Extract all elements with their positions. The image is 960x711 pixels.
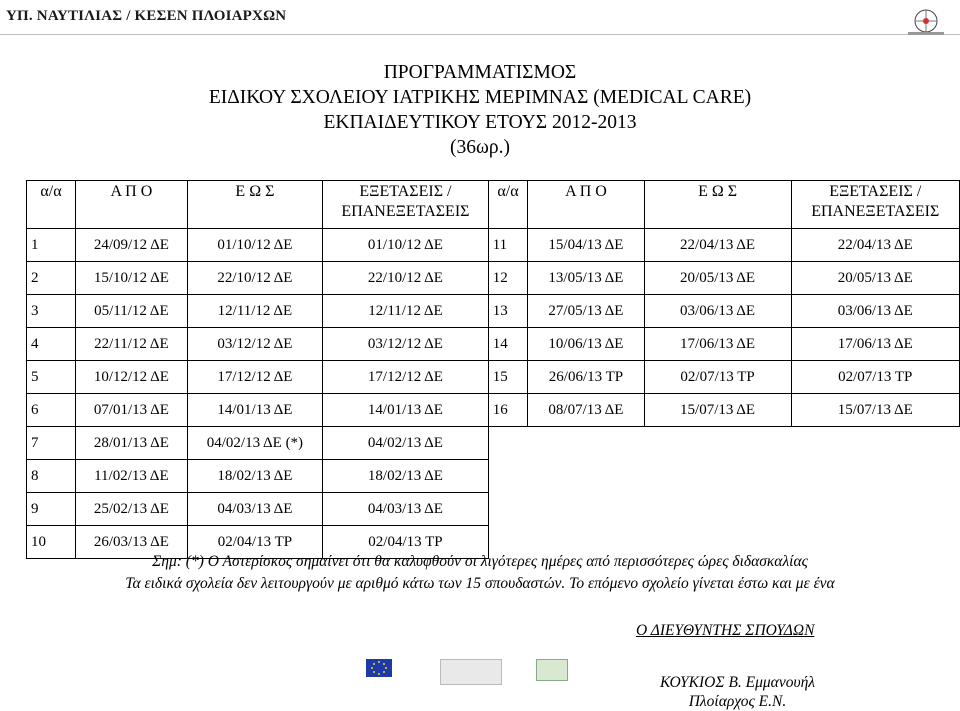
cell-eos: 04/02/13 ΔΕ (*) xyxy=(187,427,322,460)
cell-aa: 10 xyxy=(27,526,76,559)
cell-apo: 11/02/13 ΔΕ xyxy=(76,460,188,493)
cell-exams: 04/03/13 ΔΕ xyxy=(323,493,489,526)
table-row xyxy=(27,427,960,460)
cell-aa-right: 14 xyxy=(488,328,528,361)
cell-apo: 26/03/13 ΔΕ xyxy=(76,526,188,559)
funding-logos-strip xyxy=(360,653,574,699)
title-line-3: ΕΚΠΑΙΔΕΥΤΙΚΟΥ ΕΤΟΥΣ 2012-2013 xyxy=(323,112,637,133)
cell-aa-right: 12 xyxy=(488,262,528,295)
cell-apo: 22/11/12 ΔΕ xyxy=(76,328,188,361)
table-row xyxy=(27,394,960,427)
ministry-emblem-icon xyxy=(904,2,948,40)
empty-cell xyxy=(488,427,959,460)
header-aa-right: α/α xyxy=(488,181,528,229)
signature-rank: Πλοίαρχος Ε.Ν. xyxy=(688,693,787,710)
cell-aa: 4 xyxy=(27,328,76,361)
cell-aa-right: 13 xyxy=(488,295,528,328)
cell-eos-right: 22/04/13 ΔΕ xyxy=(644,229,791,262)
cell-eos: 22/10/12 ΔΕ xyxy=(187,262,322,295)
title-line-2: ΕΙΔΙΚΟΥ ΣΧΟΛΕΙΟΥ ΙΑΤΡΙΚΗΣ ΜΕΡΙΜΝΑΣ (MEDICAL CARE) xyxy=(208,87,752,108)
cell-aa: 8 xyxy=(27,460,76,493)
cell-apo-right: 10/06/13 ΔΕ xyxy=(528,328,644,361)
cell-apo-right: 08/07/13 ΔΕ xyxy=(528,394,644,427)
signature-block xyxy=(660,673,815,711)
table-row xyxy=(27,328,960,361)
cell-eos-right: 03/06/13 ΔΕ xyxy=(644,295,791,328)
organization-header: ΥΠ. ΝΑΥΤΙΛΙΑΣ / ΚΕΣΕΝ ΠΛΟΙΑΡΧΩΝ xyxy=(6,8,287,24)
cell-exams: 02/04/13 ΤΡ xyxy=(323,526,489,559)
cell-eos-right: 15/07/13 ΔΕ xyxy=(644,394,791,427)
cell-eos: 12/11/12 ΔΕ xyxy=(187,295,322,328)
signature-title: Ο ΔΙΕΥΘΥΝΤΗΣ ΣΠΟΥΔΩΝ xyxy=(636,622,815,639)
cell-aa: 1 xyxy=(27,229,76,262)
cell-eos: 04/03/13 ΔΕ xyxy=(187,493,322,526)
cell-apo: 25/02/13 ΔΕ xyxy=(76,493,188,526)
document-title xyxy=(0,60,960,160)
eu-flag-icon xyxy=(366,659,392,677)
table-row xyxy=(27,361,960,394)
title-line-4: (36ωρ.) xyxy=(450,137,510,158)
table-row xyxy=(27,262,960,295)
header-apo: Α Π Ο xyxy=(76,181,188,229)
cell-apo-right: 26/06/13 ΤΡ xyxy=(528,361,644,394)
cell-exams-right: 02/07/13 ΤΡ xyxy=(791,361,960,394)
cell-apo: 05/11/12 ΔΕ xyxy=(76,295,188,328)
table-row xyxy=(27,493,960,526)
cell-aa: 5 xyxy=(27,361,76,394)
cell-exams: 22/10/12 ΔΕ xyxy=(323,262,489,295)
cell-apo-right: 13/05/13 ΔΕ xyxy=(528,262,644,295)
header-apo-right: Α Π Ο xyxy=(528,181,644,229)
schedule-body xyxy=(27,229,960,559)
table-row xyxy=(27,229,960,262)
header-exams-right-line2: ΕΠΑΝΕΞΕΤΑΣΕΙΣ xyxy=(811,203,940,220)
programme-logo-icon xyxy=(440,659,502,685)
header-exams xyxy=(323,181,489,229)
cell-aa-right: 15 xyxy=(488,361,528,394)
cell-exams-right: 20/05/13 ΔΕ xyxy=(791,262,960,295)
cell-apo-right: 15/04/13 ΔΕ xyxy=(528,229,644,262)
cell-aa-right: 11 xyxy=(488,229,528,262)
header-divider xyxy=(0,34,960,35)
cell-apo: 24/09/12 ΔΕ xyxy=(76,229,188,262)
cell-apo-right: 27/05/13 ΔΕ xyxy=(528,295,644,328)
table-row xyxy=(27,295,960,328)
cell-eos: 18/02/13 ΔΕ xyxy=(187,460,322,493)
cell-eos-right: 02/07/13 ΤΡ xyxy=(644,361,791,394)
note-asterisk: Σημ: (*) Ο Αστερίσκος σημαίνει ότι θα καλυφθούν οι λιγότερες ημέρες από περισσότερες ώρες διδασκαλίας xyxy=(152,553,808,570)
cell-aa: 6 xyxy=(27,394,76,427)
cell-exams: 12/11/12 ΔΕ xyxy=(323,295,489,328)
empty-cell xyxy=(488,493,959,526)
cell-apo: 28/01/13 ΔΕ xyxy=(76,427,188,460)
cell-eos-right: 20/05/13 ΔΕ xyxy=(644,262,791,295)
schedule-table xyxy=(26,180,960,559)
cell-aa-right: 16 xyxy=(488,394,528,427)
header-exams-line1: ΕΞΕΤΑΣΕΙΣ / xyxy=(359,183,452,200)
table-header-row xyxy=(27,181,960,229)
note-minimum-students: Τα ειδικά σχολεία δεν λειτουργούν με αριθμό κάτω των 15 σπουδαστών. Το επόμενο σχολείο γίνεται έστω και με ένα xyxy=(125,575,835,592)
cell-apo: 07/01/13 ΔΕ xyxy=(76,394,188,427)
cell-eos: 03/12/12 ΔΕ xyxy=(187,328,322,361)
cell-exams: 14/01/13 ΔΕ xyxy=(323,394,489,427)
title-line-1: ΠΡΟΓΡΑΜΜΑΤΙΣΜΟΣ xyxy=(383,62,577,83)
cell-exams: 17/12/12 ΔΕ xyxy=(323,361,489,394)
cell-aa: 9 xyxy=(27,493,76,526)
cell-exams-right: 15/07/13 ΔΕ xyxy=(791,394,960,427)
cell-eos: 01/10/12 ΔΕ xyxy=(187,229,322,262)
cell-eos-right: 17/06/13 ΔΕ xyxy=(644,328,791,361)
cell-exams: 18/02/13 ΔΕ xyxy=(323,460,489,493)
cell-aa: 7 xyxy=(27,427,76,460)
cell-aa: 2 xyxy=(27,262,76,295)
table-row xyxy=(27,460,960,493)
espa-logo-icon xyxy=(536,659,568,681)
cell-eos: 17/12/12 ΔΕ xyxy=(187,361,322,394)
header-aa: α/α xyxy=(27,181,76,229)
header-eos: Ε Ω Σ xyxy=(187,181,322,229)
header-exams-line2: ΕΠΑΝΕΞΕΤΑΣΕΙΣ xyxy=(341,203,470,220)
cell-exams-right: 22/04/13 ΔΕ xyxy=(791,229,960,262)
cell-exams: 03/12/12 ΔΕ xyxy=(323,328,489,361)
header-exams-right xyxy=(791,181,960,229)
header-eos-right: Ε Ω Σ xyxy=(644,181,791,229)
cell-eos: 02/04/13 ΤΡ xyxy=(187,526,322,559)
cell-exams: 04/02/13 ΔΕ xyxy=(323,427,489,460)
cell-exams-right: 03/06/13 ΔΕ xyxy=(791,295,960,328)
header-exams-right-line1: ΕΞΕΤΑΣΕΙΣ / xyxy=(829,183,922,200)
empty-cell xyxy=(488,460,959,493)
signature-name: ΚΟΥΚΙΟΣ Β. Εμμανουήλ xyxy=(660,674,815,691)
cell-exams-right: 17/06/13 ΔΕ xyxy=(791,328,960,361)
cell-apo: 10/12/12 ΔΕ xyxy=(76,361,188,394)
cell-apo: 15/10/12 ΔΕ xyxy=(76,262,188,295)
cell-aa: 3 xyxy=(27,295,76,328)
cell-exams: 01/10/12 ΔΕ xyxy=(323,229,489,262)
cell-eos: 14/01/13 ΔΕ xyxy=(187,394,322,427)
